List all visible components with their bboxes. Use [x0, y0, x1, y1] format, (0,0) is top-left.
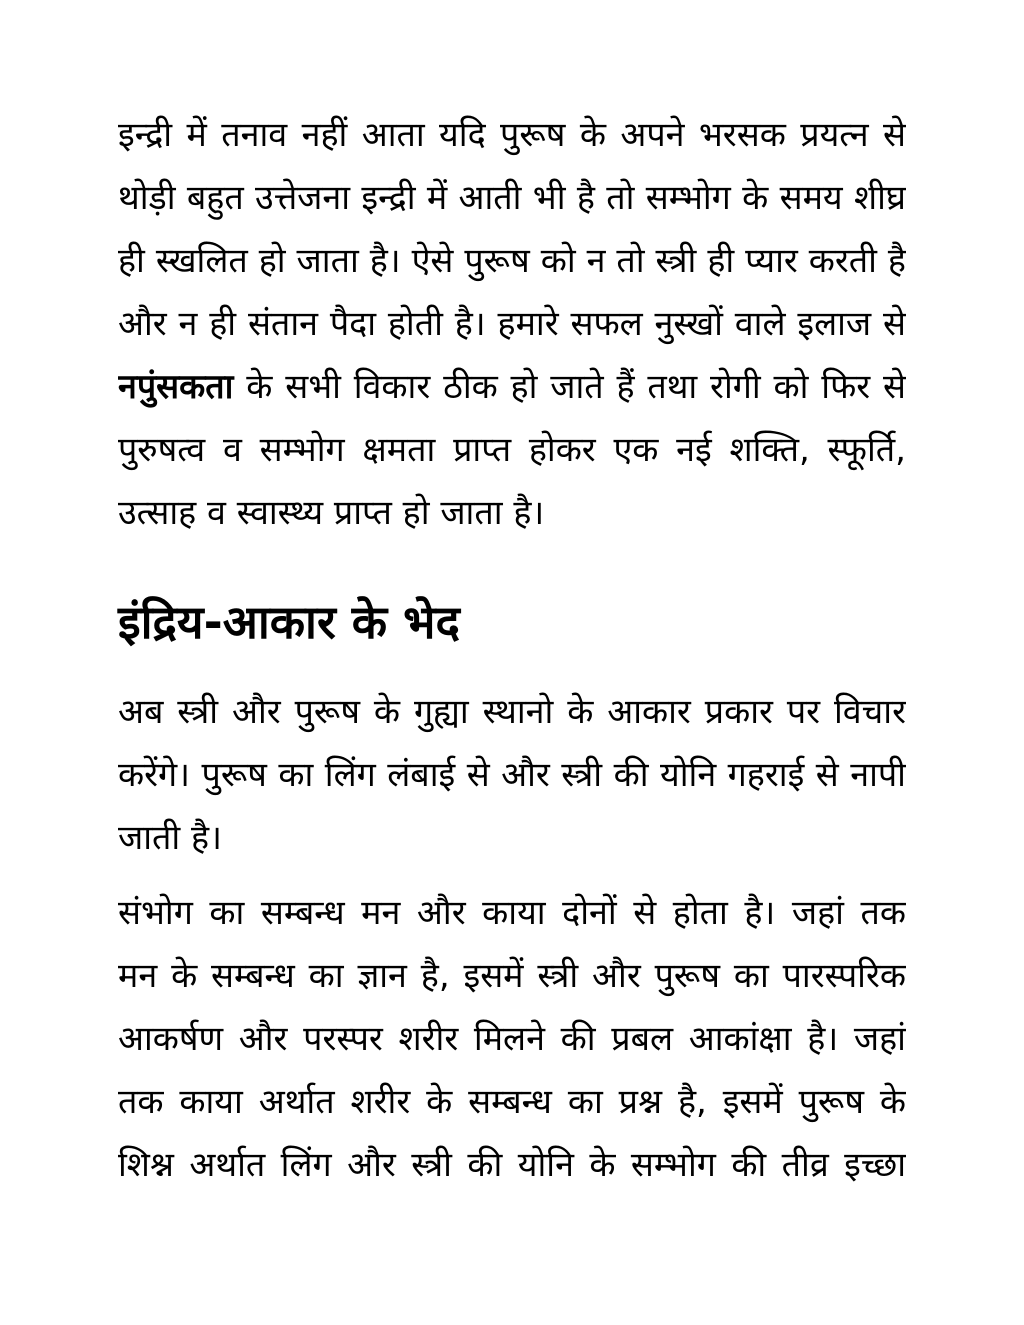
- bold-term: नपुंसकता: [118, 367, 234, 407]
- text-line: [118, 356, 906, 419]
- text-line: तक काया अर्थात शरीर के सम्बन्ध का प्रश्न है, इसमें पुरूष के: [118, 1082, 906, 1122]
- text-line: और न ही संतान पैदा होती है। हमारे सफल नुस्खों वाले इलाज से: [118, 304, 906, 344]
- text-line: संभोग का सम्बन्ध मन और काया दोनों से होता है। जहां तक: [118, 893, 906, 933]
- paragraph-3: [118, 882, 906, 1197]
- text-line: ही स्खलित हो जाता है। ऐसे पुरूष को न तो स्त्री ही प्यार करती है: [118, 241, 906, 281]
- text-line: अब स्त्री और पुरूष के गुह्या स्थानो के आकार प्रकार पर विचार: [118, 692, 906, 732]
- text-line: जाती है।: [118, 818, 222, 858]
- text-line: थोड़ी बहुत उत्तेजना इन्द्री में आती भी है तो सम्भोग के समय शीघ्र: [118, 178, 906, 218]
- paragraph-1: [118, 104, 906, 545]
- text-line: शिश्न अर्थात लिंग और स्त्री की योनि के सम्भोग की तीव्र इच्छा: [118, 1145, 906, 1185]
- paragraph-2: [118, 681, 906, 870]
- text-line: मन के सम्बन्ध का ज्ञान है, इसमें स्त्री और पुरूष का पारस्परिक: [118, 956, 906, 996]
- text-line: उत्साह व स्वास्थ्य प्राप्त हो जाता है।: [118, 493, 545, 533]
- text-line: आकर्षण और परस्पर शरीर मिलने की प्रबल आकांक्षा है। जहां: [118, 1019, 906, 1059]
- text-line: करेंगे। पुरूष का लिंग लंबाई से और स्त्री की योनि गहराई से नापी: [118, 755, 906, 795]
- text-span: के सभी विकार ठीक हो जाते हैं तथा रोगी को फिर से: [233, 367, 906, 407]
- section-heading: इंद्रिय-आकार के भेद: [118, 595, 460, 649]
- text-line: इन्द्री में तनाव नहीं आता यदि पुरूष के अपने भरसक प्रयत्न से: [118, 115, 906, 155]
- text-line: पुरुषत्व व सम्भोग क्षमता प्राप्त होकर एक नई शक्ति, स्फूर्ति,: [118, 430, 906, 470]
